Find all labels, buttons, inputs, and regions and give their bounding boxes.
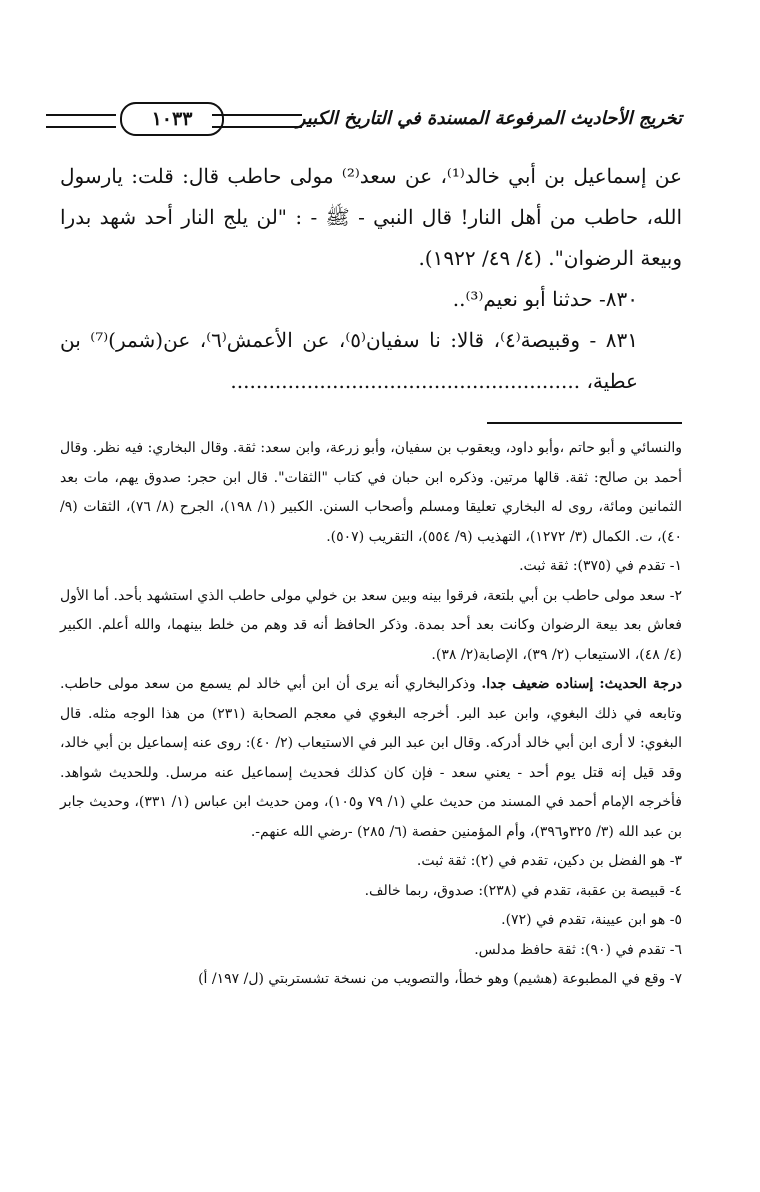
footnote-6: ٦- تقدم في (٩٠): ثقة حافظ مدلس. bbox=[474, 941, 682, 958]
hadith-831: ٨٣١ - وقبيصة⁽٤⁾، قالا: نا سفيان⁽٥⁾، عن الأعمش⁽٦⁾، عن(شمر)⁽⁷⁾ بن عطية، ....................................................... bbox=[60, 328, 638, 393]
grade-label: درجة الحديث: إسناده ضعيف جدا. bbox=[481, 676, 683, 692]
hadith-830: ٨٣٠- حدثنا أبو نعيم⁽³⁾.. bbox=[452, 287, 638, 311]
footnotes bbox=[60, 434, 682, 995]
hadith-text-829: عن إسماعيل بن أبي خالد⁽¹⁾، عن سعد⁽²⁾ مولى حاطب قال: قلت: يارسول الله، حاطب من أهل النار! قال النبي - ﷺ - : "لن يلج النار أحد شهد بدرا وبيعة الرضوان". (٤/ ٤٩/ ١٩٢٢). bbox=[60, 164, 683, 270]
footnote-2: ٢- سعد مولى حاطب بن أبي بلتعة، فرقوا بينه وبين سعد بن خولي مولى حاطب الذي استشهد بأحد. أما الأول فعاش بعد بيعة الرضوان وكانت بعد أحد بمدة. وذكر الحافظ أنه قد وهم من خلط بينهما، والله أعلم. الكبير (٤/ ٤٨)، الاستيعاب (٢/ ٣٩)، الإصابة(٢/ ٣٨). bbox=[60, 587, 682, 663]
footnote-separator bbox=[487, 422, 682, 424]
page-header bbox=[60, 100, 682, 156]
page-number: ١٠٣٣ bbox=[120, 102, 224, 136]
header-rule-left bbox=[46, 114, 116, 128]
footnote-7: ٧- وقع في المطبوعة (هشيم) وهو خطأ، والتصويب من نسخة تشستربتي (ل/ ١٩٧/ أ) bbox=[198, 971, 682, 987]
footnote-5: ٥- هو ابن عيينة، تقدم في (٧٢). bbox=[501, 912, 682, 928]
running-title: تخريج الأحاديث المرفوعة المسندة في التاريخ الكبير bbox=[296, 108, 682, 129]
book-page bbox=[60, 100, 682, 995]
footnote-1: ١- تقدم في (٣٧٥): ثقة ثبت. bbox=[519, 558, 682, 574]
header-rule-right bbox=[212, 114, 302, 128]
grade-text: وذكرالبخاري أنه يرى أن ابن أبي خالد لم يسمع من سعد مولى حاطب. وتابعه في ذلك البغوي، وابن عبد البر. أخرجه البغوي في معجم الصحابة (٢٣١) من هذا الوجه مثله. قال البغوي: لا أرى ابن أبي خالد أدركه. وقال ابن عبد البر في الاستيعاب (٢/ ٤٠): روى عنه إسماعيل بن أبي خالد، وقد قيل إنه قتل يوم أحد - يعني سعد - فإن كان كذلك فحديث إسماعيل عنه مرسل. وللحديث شواهد. فأخرجه الإمام أحمد في المسند من حديث علي (١/ ٧٩ و١٠٥)، ومن حديث ابن عباس (١/ ٣٣١)، وحديث جابر بن عبد الله (٣/ ٣٢٥و٣٩٦)، وأم المؤمنين حفصة (٦/ ٢٨٥) -رضي الله عنهم-. bbox=[60, 676, 682, 840]
footnote-continuation: والنسائي و أبو حاتم ،وأبو داود، ويعقوب بن سفيان، وأبو زرعة، وابن سعد: ثقة. وقال البخاري: فيه نظر. وقال أحمد بن صالح: ثقة. قالها مرتين. وذكره ابن حبان في كتاب "الثقات". قال ابن حجر: صدوق يهم، مات بعد الثمانين ومائة، روى له البخاري تعليقا ومسلم وأصحاب السنن. الكبير (١/ ١٩٨)، الجرح (٨/ ٧٦)، الثقات (٩/ ٤٠)، ت. الكمال (٣/ ١٢٧٢)، التهذيب (٩/ ٥٥٤)، التقريب (٥٠٧). bbox=[60, 440, 682, 545]
hadith-grade bbox=[60, 670, 682, 847]
footnote-4: ٤- قبيصة بن عقبة، تقدم في (٢٣٨): صدوق، ربما خالف. bbox=[364, 882, 682, 899]
main-text bbox=[60, 156, 682, 402]
footnote-3: ٣- هو الفضل بن دكين، تقدم في (٢): ثقة ثبت. bbox=[416, 853, 682, 869]
